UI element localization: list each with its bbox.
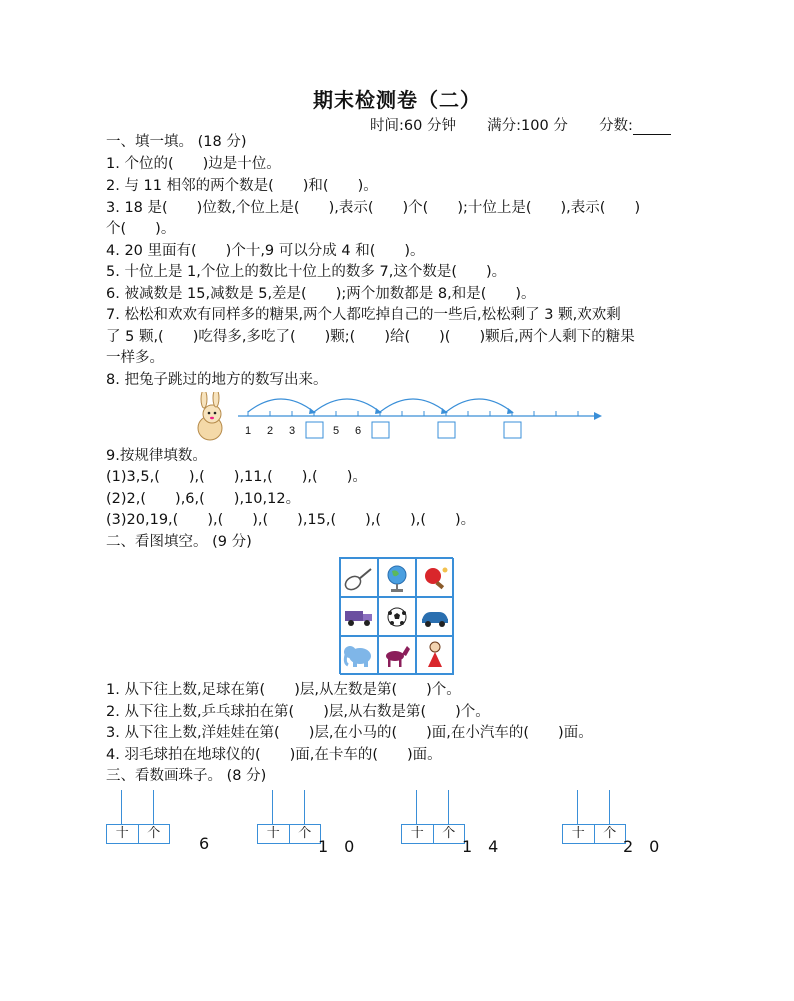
tens-label: 十	[107, 825, 139, 843]
section3-heading: 三、看数画珠子。 (8 分)	[106, 768, 267, 784]
question-1-4: 4. 20 里面有( )个十,9 可以分成 4 和( )。	[106, 243, 425, 259]
car-icon	[417, 598, 453, 635]
doll-icon	[417, 637, 453, 674]
picture-grid	[339, 557, 453, 674]
tens-label: 十	[402, 825, 434, 843]
ones-rod[interactable]	[609, 790, 610, 824]
grid-cell-car	[416, 597, 454, 636]
tick-label: 1	[244, 425, 252, 437]
exam-meta	[370, 114, 671, 135]
abacus-2[interactable]	[257, 790, 321, 854]
tick-label: 3	[288, 425, 296, 437]
question-1-1: 1. 个位的( )边是十位。	[106, 156, 281, 172]
abacus-number: 6	[199, 834, 210, 853]
grid-cell-doll	[416, 636, 454, 675]
score-blank[interactable]	[633, 120, 671, 135]
abacus-base	[401, 824, 465, 844]
question-1-6: 6. 被减数是 15,减数是 5,差是( );两个加数都是 8,和是( )。	[106, 286, 536, 302]
question-1-9c: (3)20,19,( ),( ),( ),15,( ),( ),( )。	[106, 512, 476, 528]
question-1-7b: 了 5 颗,( )吃得多,多吃了( )颗;( )给( )( )颗后,两个人剩下的糖果	[106, 329, 635, 345]
jump-arc	[380, 399, 446, 412]
jump-arc	[314, 399, 380, 412]
tens-label: 十	[563, 825, 595, 843]
question-1-9b: (2)2,( ),6,( ),10,12。	[106, 491, 301, 507]
ones-label: 个	[147, 826, 161, 841]
page-title: 期末检测卷（二）	[313, 88, 481, 112]
tens-label: 十	[258, 825, 290, 843]
abacus-4[interactable]	[562, 790, 626, 854]
score-label: 分数:	[599, 118, 633, 134]
ones-label: 个	[603, 826, 617, 841]
ones-rod[interactable]	[153, 790, 154, 824]
question-1-9a: (1)3,5,( ),( ),11,( ),( )。	[106, 469, 367, 485]
grid-cell-soccer	[378, 597, 416, 636]
grid-cell-horse	[378, 636, 416, 675]
horse-icon	[379, 637, 415, 674]
grid-cell-truck	[340, 597, 378, 636]
question-1-7c: 一样多。	[106, 350, 164, 366]
jump-arc	[248, 399, 314, 412]
abacus-number: 2 0	[623, 837, 660, 856]
rabbit-icon	[198, 392, 222, 440]
full-score: 满分:100 分	[487, 118, 568, 134]
answer-box[interactable]	[504, 422, 521, 438]
question-1-7a: 7. 松松和欢欢有同样多的糖果,两个人都吃掉自己的一些后,松松剩了 3 颗,欢欢剩	[106, 307, 621, 323]
answer-box[interactable]	[438, 422, 455, 438]
grid-cell-elephant	[340, 636, 378, 675]
question-1-3a: 3. 18 是( )位数,个位上是( ),表示( )个( );十位上是( ),表示( )	[106, 200, 641, 216]
abacus-3[interactable]	[401, 790, 465, 854]
abacus-base	[106, 824, 170, 844]
question-1-9: 9.按规律填数。	[106, 448, 207, 464]
tens-rod[interactable]	[272, 790, 273, 824]
ones-label: 个	[298, 826, 312, 841]
tick-label: 6	[354, 425, 362, 437]
truck-icon	[341, 598, 377, 635]
ones-rod[interactable]	[304, 790, 305, 824]
time-limit: 时间:60 分钟	[370, 118, 456, 134]
section1-heading: 一、填一填。 (18 分)	[106, 134, 247, 150]
tick-label: 2	[266, 425, 274, 437]
question-2-3: 3. 从下往上数,洋娃娃在第( )层,在小马的( )面,在小汽车的( )面。	[106, 725, 593, 741]
question-1-8: 8. 把兔子跳过的地方的数写出来。	[106, 372, 328, 388]
tens-rod[interactable]	[121, 790, 122, 824]
question-1-5: 5. 十位上是 1,个位上的数比十位上的数多 7,这个数是( )。	[106, 264, 507, 280]
grid-cell-badminton	[340, 558, 378, 597]
globe-icon	[379, 559, 415, 596]
grid-cell-pingpong	[416, 558, 454, 597]
number-line-figure	[190, 392, 610, 446]
tick-label: 5	[332, 425, 340, 437]
abacus-number: 1 4	[462, 837, 499, 856]
section2-heading: 二、看图填空。 (9 分)	[106, 534, 252, 550]
abacus-number: 1 0	[318, 837, 355, 856]
tens-rod[interactable]	[416, 790, 417, 824]
ones-label: 个	[442, 826, 456, 841]
question-1-3b: 个( )。	[106, 221, 176, 237]
abacus-base	[257, 824, 321, 844]
question-2-2: 2. 从下往上数,乒乓球拍在第( )层,从右数是第( )个。	[106, 704, 490, 720]
question-2-4: 4. 羽毛球拍在地球仪的( )面,在卡车的( )面。	[106, 747, 442, 763]
grid-cell-globe	[378, 558, 416, 597]
badminton-racket-icon	[341, 559, 377, 596]
tens-rod[interactable]	[577, 790, 578, 824]
question-2-1: 1. 从下往上数,足球在第( )层,从左数是第( )个。	[106, 682, 461, 698]
soccer-ball-icon	[379, 598, 415, 635]
rabbit-number-line	[190, 392, 610, 446]
abacus-1[interactable]	[106, 790, 170, 854]
elephant-icon	[341, 637, 377, 674]
question-1-2: 2. 与 11 相邻的两个数是( )和( )。	[106, 178, 378, 194]
jump-arc	[446, 399, 512, 412]
abacus-base	[562, 824, 626, 844]
ones-rod[interactable]	[448, 790, 449, 824]
answer-box[interactable]	[306, 422, 323, 438]
ping-pong-paddle-icon	[417, 559, 453, 596]
answer-box[interactable]	[372, 422, 389, 438]
